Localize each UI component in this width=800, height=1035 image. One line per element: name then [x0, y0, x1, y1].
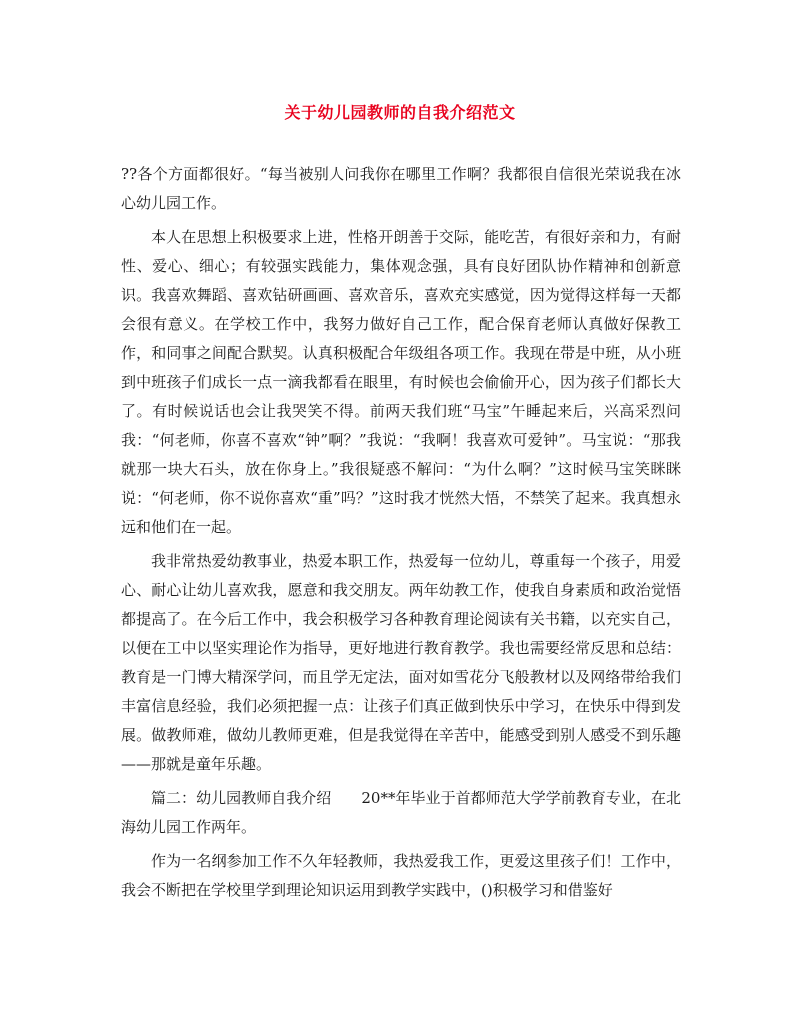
- paragraph-4: 篇二：幼儿园教师自我介绍 20**年毕业于首都师范大学学前教育专业，在北海幼儿园工作两年。: [121, 789, 681, 836]
- document-title: 关于幼儿园教师的自我介绍范文: [284, 103, 516, 122]
- paragraph-1: ??各个方面都很好。“每当被别人问我你在哪里工作啊？我都很自信很光荣说我在冰心幼儿园工作。: [121, 165, 681, 212]
- paragraph-2: 本人在思想上积极要求上进，性格开朗善于交际，能吃苦，有很好亲和力，有耐性、爱心、细心；有较强实践能力，集体观念强，具有良好团队协作精神和创新意识。我喜欢舞蹈、喜欢钻研画画、喜欢音乐，喜欢充实感觉，因为觉得这样每一天都会很有意义。在学校工作中，我努力做好自己工作，配合保育老师认真做好保教工作，和同事之间配合默契。认真积极配合年级组各项工作。我现在带是中班，从小班到中班孩子们成长一点一滴我都看在眼里，有时候也会偷偷开心，因为孩子们都长大了。有时候说话也会让我哭笑不得。前两天我们班“马宝”午睡起来后，兴高采烈问我：“何老师，你喜不喜欢“钟”啊？”我说：“我啊！我喜欢可爱钟”。马宝说：“那我就那一块大石头，放在你身上。”我很疑惑不解问：“为什么啊？”这时候马宝笑眯眯说：“何老师，你不说你喜欢“重”吗？”这时我才恍然大悟，不禁笑了起来。我真想永远和他们在一起。: [121, 228, 681, 536]
- document-body: [121, 160, 681, 910]
- paragraph-5: 作为一名纲参加工作不久年轻教师，我热爱我工作，更爱这里孩子们！工作中，我会不断把在学校里学到理论知识运用到教学实践中，()积极学习和借鉴好: [121, 852, 681, 899]
- paragraph-3: 我非常热爱幼教事业，热爱本职工作，热爱每一位幼儿，尊重每一个孩子，用爱心、耐心让幼儿喜欢我，愿意和我交朋友。两年幼教工作，使我自身素质和政治觉悟都提高了。在今后工作中，我会积极学习各种教育理论阅读有关书籍，以充实自己，以便在工中以坚实理论作为指导，更好地进行教育教学。我也需要经常反思和总结：教育是一门博大精深学问，而且学无定法，面对如雪花分飞般教材以及网络带给我们丰富信息经验，我们必须把握一点：让孩子们真正做到快乐中学习，在快乐中得到发展。做教师难，做幼儿教师更难，但是我觉得在辛苦中，能感受到别人感受不到乐趣——那就是童年乐趣。: [121, 552, 681, 773]
